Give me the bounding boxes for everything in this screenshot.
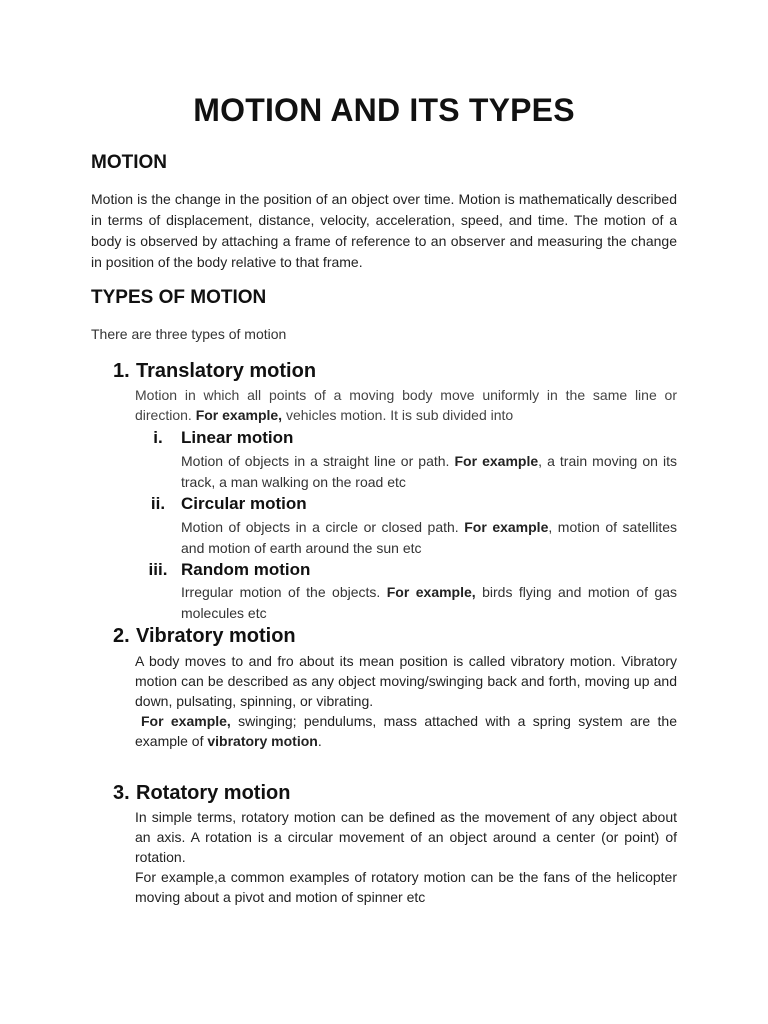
linear-example-label: For example — [454, 453, 539, 469]
translatory-number: 1. — [113, 360, 130, 382]
random-text-a: Irregular motion of the objects. — [181, 584, 387, 600]
rotatory-text-b: For example,a common examples of rotatory motion can be the fans of the helicopter moving about a pivot and motion of spinner etc — [135, 869, 677, 905]
circular-text-a: Motion of objects in a circle or closed path. — [181, 519, 465, 535]
motion-heading: MOTION — [91, 152, 167, 173]
vibratory-text-c: . — [317, 733, 322, 749]
linear-text-b: , a train moving on its track, a man walking on the road etc — [181, 453, 677, 490]
vibratory-term: vibratory motion — [207, 733, 318, 749]
random-example-label: For example, — [386, 584, 476, 600]
random-text — [181, 582, 677, 624]
translatory-text-a: Motion in which all points of a moving body move uniformly in the same line or direction. — [135, 387, 677, 423]
random-text-b: birds flying and motion of gas molecules etc — [181, 584, 677, 621]
linear-numeral: i. — [153, 428, 163, 447]
vibratory-text — [135, 651, 677, 751]
motion-paragraph: Motion is the change in the position of an object over time. Motion is mathematically described in terms of displacement, distance, velocity, acceleration, speed, and time. The motion of a body is observed by attaching a frame of reference to an observer and measuring the change in position of the body relative to that frame. — [91, 191, 677, 270]
page-title: MOTION AND ITS TYPES — [193, 92, 575, 128]
vibratory-example-label: For example, — [141, 713, 231, 729]
rotatory-heading — [113, 782, 290, 805]
linear-text — [181, 451, 677, 493]
circular-heading — [135, 494, 307, 514]
translatory-text-b: vehicles motion. It is sub divided into — [282, 407, 514, 423]
translatory-title: Translatory motion — [136, 360, 317, 382]
vibratory-text-b: swinging; pendulums, mass attached with a spring system are the example of — [135, 713, 677, 749]
circular-example-label: For example — [464, 519, 549, 535]
translatory-example-label: For example, — [195, 407, 283, 423]
rotatory-text — [135, 807, 677, 907]
circular-title: Circular motion — [181, 494, 307, 513]
types-heading: TYPES OF MOTION — [91, 287, 267, 308]
types-intro: There are three types of motion — [91, 326, 287, 342]
translatory-heading — [113, 360, 316, 383]
random-title: Random motion — [181, 560, 311, 579]
rotatory-text-a: In simple terms, rotatory motion can be defined as the movement of any object about an axis. A rotation is a circular movement of an object around a center (or point) of rotation. — [135, 809, 677, 865]
linear-title: Linear motion — [181, 428, 294, 447]
vibratory-number: 2. — [113, 625, 130, 647]
linear-heading — [135, 428, 293, 448]
rotatory-title: Rotatory motion — [136, 782, 291, 804]
linear-text-a: Motion of objects in a straight line or path. — [181, 453, 455, 469]
random-numeral: iii. — [148, 560, 168, 579]
vibratory-heading — [113, 625, 296, 648]
random-heading — [135, 560, 310, 580]
rotatory-number: 3. — [113, 782, 130, 804]
vibratory-title: Vibratory motion — [136, 625, 296, 647]
circular-numeral: ii. — [150, 494, 166, 513]
circular-text-b: , motion of satellites and motion of earth around the sun etc — [181, 519, 678, 556]
translatory-text — [135, 385, 677, 425]
vibratory-text-a: A body moves to and fro about its mean position is called vibratory motion. Vibratory motion can be described as any object moving/swinging back and forth, moving up and down, pulsating, spinning, or vibrating. — [135, 653, 677, 709]
circular-text — [181, 517, 677, 559]
